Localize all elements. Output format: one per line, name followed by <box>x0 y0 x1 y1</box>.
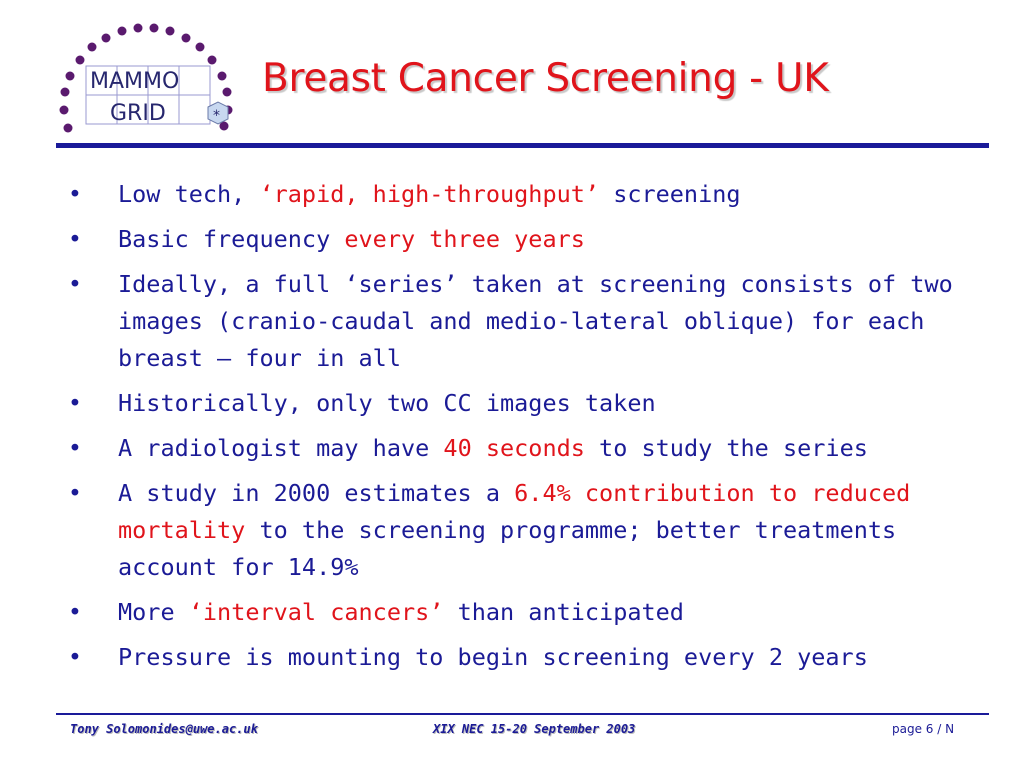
bullet-marker: • <box>68 434 82 462</box>
bullet-text: Basic frequency <box>118 225 345 253</box>
bullet-highlight-text: ‘interval cancers’ <box>188 598 444 626</box>
mammogrid-logo <box>50 20 250 140</box>
bullet-text: to study the series <box>584 434 868 462</box>
footer-author: Tony Solomonides@uwe.ac.uk <box>70 722 258 736</box>
logo-star-icon: * <box>213 108 220 124</box>
bullet-highlight-text: every three years <box>344 225 585 253</box>
bullet-marker: • <box>68 270 82 298</box>
bullet-item <box>68 594 968 631</box>
footer-event: XIX NEC 15-20 September 2003 <box>433 722 636 736</box>
bullet-item <box>68 385 968 422</box>
bullet-text: than anticipated <box>443 598 684 626</box>
bullet-text: screening <box>599 180 741 208</box>
bullet-text: to the screening programme; better treatments account for 14.9% <box>118 516 897 581</box>
bullet-item <box>68 266 968 377</box>
logo-text-grid: GRID <box>110 101 166 126</box>
bullet-text: Historically, only two CC images taken <box>118 389 656 417</box>
bullet-highlight-text: 40 seconds <box>443 434 585 462</box>
bullet-item <box>68 221 968 258</box>
bullet-marker: • <box>68 389 82 417</box>
bullet-item <box>68 430 968 467</box>
bullet-highlight-text: ‘rapid, high-throughput’ <box>259 180 600 208</box>
logo-text-mammo: MAMMO <box>90 69 180 94</box>
bullet-item <box>68 176 968 213</box>
title-divider <box>56 143 989 148</box>
bullet-marker: • <box>68 598 82 626</box>
slide-title: Breast Cancer Screening - UK <box>262 56 829 101</box>
bullet-item <box>68 639 968 676</box>
footer-page-number: page 6 / N <box>892 722 955 736</box>
footer-divider <box>56 713 989 715</box>
bullet-text: More <box>118 598 189 626</box>
bullet-marker: • <box>68 225 82 253</box>
bullet-text: A study in 2000 estimates a <box>118 479 515 507</box>
bullet-highlight-text: 6.4% contribution to reduced mortality <box>118 479 911 544</box>
bullet-text: A radiologist may have <box>118 434 444 462</box>
bullet-list <box>68 176 968 684</box>
bullet-text: Low tech, <box>118 180 260 208</box>
bullet-text: Ideally, a full ‘series’ taken at screening consists of two images (cranio-caudal and medio-lateral oblique) for each breast – four in all <box>118 270 953 372</box>
bullet-marker: • <box>68 180 82 208</box>
bullet-marker: • <box>68 479 82 507</box>
bullet-item <box>68 475 968 586</box>
bullet-marker: • <box>68 643 82 671</box>
bullet-text: Pressure is mounting to begin screening every 2 years <box>118 643 868 671</box>
